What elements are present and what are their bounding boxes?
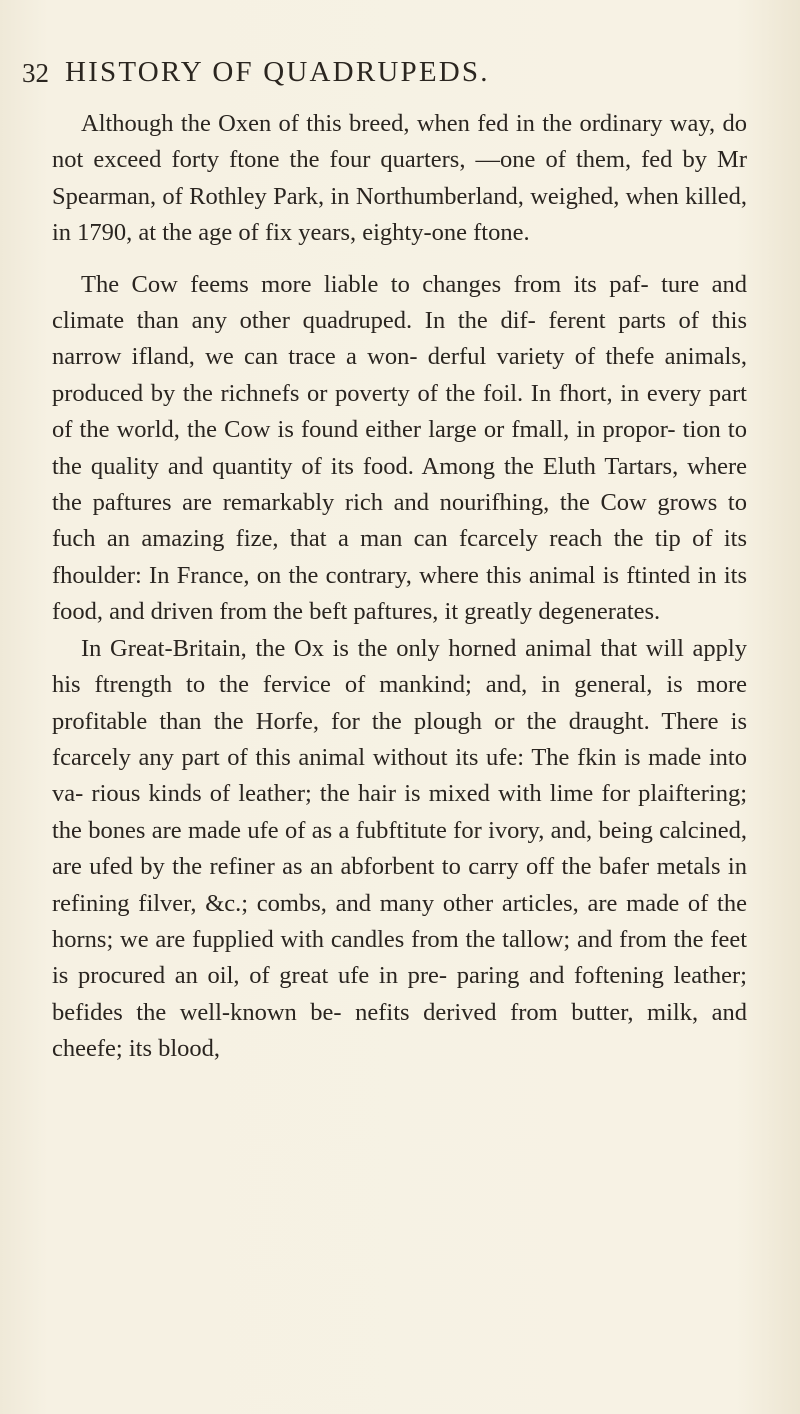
paragraph-ox-uses: In Great-Britain, the Ox is the only horned animal that will apply his ftrength to the fervice of mankind; and, in general, is more profitable than the Horfe, for the plough or the draught. There is fcarcely any part of this animal without its ufe: The fkin is made into va- rious kinds of leather; the hair is mixed with lime for plaiftering; the bones are made ufe of as a fubftitute for ivory, and, being calcined, are ufed by the refiner as an abforbent to carry off the bafer metals in refining filver, &c.; combs, and many other articles, are made of the horns; we are fupplied with candles from the tallow; and from the feet is procured an oil, of great ufe in pre- paring and foftening leather; befides the well-known be- nefits derived from butter, milk, and cheefe; its blood,: [52, 634, 747, 1063]
paragraph-oxen-weight: Although the Oxen of this breed, when fed in the ordinary way, do not exceed forty ftone the four quarters, —one of them, fed by Mr Spearman, of Rothley Park, in Northumberland, weighed, when killed, in 1790, at the age of fix years, eighty-one ftone.: [52, 110, 747, 247]
running-title: HISTORY OF QUADRUPEDS.: [65, 56, 490, 88]
page-header: [22, 56, 762, 96]
paragraph-cow-variety: The Cow feems more liable to changes from its paf- ture and climate than any other quadruped. In the dif- ferent parts of this narrow ifland, we can trace a won- derful variety of thefe animals, produced by the richnefs or poverty of the foil. In fhort, in every part of the world, the Cow is found either large or fmall, in propor- tion to the quality and quantity of its food. Among the Eluth Tartars, where the paftures are remarkably rich and nourifhing, the Cow grows to fuch an amazing fize, that a man can fcarcely reach the tip of its fhoulder: In France, on the contrary, where this animal is ftinted in its food, and driven from the beft paftures, it greatly degenerates.: [52, 270, 747, 626]
body-text: [52, 106, 747, 1068]
page-number: 32: [22, 58, 49, 88]
